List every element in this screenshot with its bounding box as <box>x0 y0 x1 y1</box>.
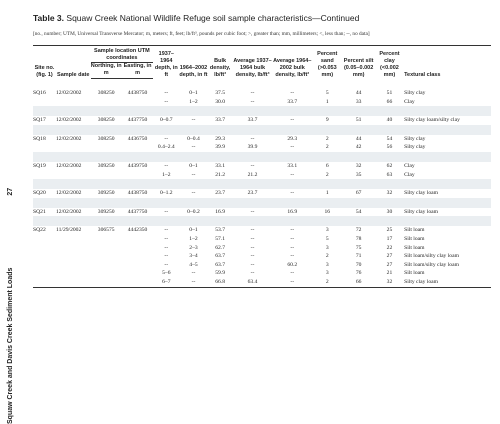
cell-avg1964: -- <box>290 244 295 251</box>
cell-date <box>56 278 91 287</box>
cell-bulk: 66.8 <box>208 278 233 287</box>
table-row <box>33 135 491 144</box>
cell-bulk: 63.7 <box>215 253 226 260</box>
cell-date: 12/02/2002 <box>56 190 82 197</box>
cell-d1937: -- <box>164 227 169 234</box>
cell-east <box>122 171 153 180</box>
cell-sand: 1 <box>325 190 329 197</box>
cell-site: SQ17 <box>33 117 46 124</box>
cell-silt: 72 <box>355 227 362 234</box>
cell-clay: 51 <box>386 90 393 96</box>
cell-sand: 5 <box>325 90 329 96</box>
cell-d1964: 0–0.2 <box>187 208 200 215</box>
cell-avg1964: 29.3 <box>287 135 298 142</box>
table-row <box>33 143 491 152</box>
row-separator <box>33 198 491 208</box>
cell-east <box>122 143 153 152</box>
cell-d1964: 2–3 <box>189 244 198 251</box>
cell-sand: 3 <box>325 244 329 251</box>
cell-north <box>91 244 122 253</box>
cell-north <box>91 261 122 270</box>
cell-avg1964: -- <box>290 117 295 124</box>
cell-d1964: 1–2 <box>189 235 198 242</box>
cell-avg1937: -- <box>250 244 255 251</box>
cell-site: SQ18 <box>33 135 46 142</box>
cell-avg1937: -- <box>250 135 255 142</box>
cell-avg1964: -- <box>290 171 295 178</box>
cell-date <box>56 143 91 152</box>
running-footer-text: Squaw Creek and Davis Creek Sediment Loads <box>7 267 14 424</box>
cell-east <box>122 98 153 107</box>
table-body <box>33 79 491 288</box>
cell-avg1964: -- <box>290 227 295 234</box>
cell-silt: 54 <box>355 208 362 215</box>
cell-date: 11/29/2002 <box>56 227 82 234</box>
header-avg-1937: Average 1937–1964 bulk density, lb/ft³ <box>233 46 273 79</box>
cell-site <box>33 143 56 152</box>
cell-east: 4439750 <box>127 162 148 169</box>
page-number: 27 <box>7 187 14 196</box>
cell-site: SQ19 <box>33 162 46 169</box>
cell-d1937: -- <box>164 162 169 169</box>
cell-sand: 3 <box>325 261 329 268</box>
cell-texture: Silty clay <box>404 90 426 96</box>
header-texture: Textural class <box>404 46 491 79</box>
cell-texture: Clay <box>404 98 415 105</box>
cell-north <box>91 98 122 107</box>
cell-clay: 30 <box>386 208 393 215</box>
cell-sand: 9 <box>325 117 329 124</box>
cell-d1964: 0–1 <box>189 90 198 96</box>
cell-d1937: -- <box>164 244 169 251</box>
cell-north: 309250 <box>97 208 115 215</box>
table-row <box>33 235 491 244</box>
cell-sand: 3 <box>325 270 329 277</box>
cell-bulk: 33.1 <box>215 162 226 169</box>
cell-site <box>33 244 56 253</box>
table-row <box>33 269 491 278</box>
running-footer <box>7 94 19 424</box>
cell-d1937: -- <box>164 235 169 242</box>
cell-clay: 25 <box>386 227 393 234</box>
cell-silt: 67 <box>355 190 362 197</box>
cell-sand: 5 <box>325 235 329 242</box>
cell-d1937: 6–7 <box>153 278 179 287</box>
cell-sand: 2 <box>325 144 329 151</box>
table-row <box>33 98 491 107</box>
cell-silt: 44 <box>355 90 362 96</box>
cell-site: SQ22 <box>33 227 46 234</box>
cell-avg1937: -- <box>250 90 255 96</box>
cell-d1964: -- <box>191 144 196 151</box>
cell-texture: Silty clay loam <box>404 208 438 215</box>
cell-sand: 2 <box>325 135 329 142</box>
cell-clay: 32 <box>386 190 393 197</box>
cell-clay: 63 <box>386 171 393 178</box>
cell-avg1964: 33.7 <box>287 98 298 105</box>
cell-avg1964: -- <box>290 90 295 96</box>
cell-d1964: -- <box>191 190 196 197</box>
cell-north <box>91 143 122 152</box>
header-easting: Easting, in m <box>122 63 153 79</box>
table-row <box>33 171 491 180</box>
cell-avg1937: -- <box>250 270 255 277</box>
header-sample-date: Sample date <box>56 46 91 79</box>
cell-d1964: 3–4 <box>189 253 198 260</box>
table-row <box>33 162 491 171</box>
cell-site <box>33 278 56 287</box>
cell-d1937: 0–1.2 <box>160 190 173 197</box>
cell-east <box>122 235 153 244</box>
cell-silt: 70 <box>355 261 362 268</box>
cell-east: 4442350 <box>127 227 148 234</box>
cell-site: SQ20 <box>33 190 46 197</box>
cell-date <box>56 252 91 261</box>
cell-date: 12/02/2002 <box>56 162 82 169</box>
cell-texture: Silt loam/silty clay loam <box>404 261 459 268</box>
cell-bulk: 59.9 <box>215 270 226 277</box>
cell-silt: 33 <box>355 98 362 105</box>
cell-avg1964: -- <box>272 278 312 287</box>
cell-d1964: -- <box>191 270 196 277</box>
header-utm-group: Sample location UTM coordinates <box>91 46 154 63</box>
cell-texture: Silty clay loam <box>404 190 438 197</box>
cell-avg1937: -- <box>250 208 255 215</box>
cell-d1964: 4–5 <box>189 261 198 268</box>
cell-texture: Clay <box>404 162 415 169</box>
row-separator <box>33 179 491 189</box>
cell-d1937: -- <box>164 135 169 142</box>
cell-clay: 40 <box>386 117 393 124</box>
cell-bulk: 33.7 <box>215 117 226 124</box>
cell-sand: 1 <box>325 98 329 105</box>
cell-sand: 16 <box>324 208 331 215</box>
cell-avg1964: -- <box>290 270 295 277</box>
cell-east: 4436750 <box>127 135 148 142</box>
cell-bulk: 23.7 <box>215 190 226 197</box>
header-silt: Percent silt (0.05–0.002 mm) <box>342 46 374 79</box>
cell-bulk: 21.2 <box>215 171 226 178</box>
cell-texture: Clay <box>404 171 415 178</box>
header-site-no: Site no. (fig. 1) <box>33 46 56 79</box>
cell-bulk: 62.7 <box>215 244 226 251</box>
cell-silt: 71 <box>355 253 362 260</box>
cell-d1937: 5–6 <box>162 270 171 277</box>
cell-sand: 2 <box>312 278 342 287</box>
cell-north: 309250 <box>97 190 115 197</box>
cell-site <box>33 235 56 244</box>
cell-north <box>91 278 122 287</box>
cell-silt: 42 <box>355 144 362 151</box>
cell-silt: 51 <box>355 117 362 124</box>
cell-date <box>56 261 91 270</box>
cell-north <box>91 252 122 261</box>
cell-clay: 66 <box>386 98 393 105</box>
header-depth-1937: 1937–1964 depth, in ft <box>153 46 179 79</box>
cell-site <box>33 171 56 180</box>
table-label: Table 3. <box>33 13 65 23</box>
soil-sample-table <box>33 45 491 288</box>
table-row <box>33 244 491 253</box>
cell-clay: 32 <box>375 278 404 287</box>
cell-d1937: -- <box>164 208 169 215</box>
cell-east: 4438750 <box>127 90 148 96</box>
cell-site <box>33 98 56 107</box>
cell-site: SQ21 <box>33 208 46 215</box>
header-avg-1964: Average 1964–2002 bulk density, lb/ft³ <box>272 46 312 79</box>
cell-clay: 17 <box>386 235 393 242</box>
cell-texture: Silty clay loam/silty clay <box>404 117 460 124</box>
cell-texture: Silt loam <box>404 235 425 242</box>
cell-avg1964: -- <box>290 144 295 151</box>
cell-east <box>122 244 153 253</box>
table-row <box>33 116 491 125</box>
cell-d1964: -- <box>191 171 196 178</box>
cell-avg1937: -- <box>250 235 255 242</box>
cell-silt: 35 <box>355 171 362 178</box>
table-row <box>33 252 491 261</box>
table-row <box>33 278 491 287</box>
row-separator <box>33 125 491 135</box>
cell-north <box>91 235 122 244</box>
cell-site <box>33 261 56 270</box>
cell-clay: 27 <box>386 261 393 268</box>
cell-avg1937: 63.4 <box>233 278 273 287</box>
cell-east <box>122 252 153 261</box>
table-title <box>33 13 493 23</box>
row-spacer <box>33 79 491 90</box>
header-bulk-density: Bulk density, lb/ft³ <box>208 46 233 79</box>
cell-d1964: 0–0.4 <box>187 135 200 142</box>
cell-date <box>56 171 91 180</box>
cell-east: 4437750 <box>127 208 148 215</box>
cell-d1964: 1–2 <box>189 98 198 105</box>
cell-avg1964: -- <box>290 253 295 260</box>
cell-d1937: 0–0.7 <box>160 117 173 124</box>
cell-avg1964: 16.9 <box>287 208 298 215</box>
cell-texture: Silt loam <box>404 270 425 277</box>
cell-d1964: -- <box>191 117 196 124</box>
cell-sand: 2 <box>325 253 329 260</box>
header-sand: Percent sand (>0.053 mm) <box>312 46 342 79</box>
cell-clay: 62 <box>386 162 393 169</box>
cell-date: 12/02/2002 <box>56 208 82 215</box>
cell-north: 306575 <box>97 227 115 234</box>
cell-d1937: -- <box>164 98 169 105</box>
cell-date: 12/02/2002 <box>56 117 82 124</box>
cell-avg1937: 33.7 <box>247 117 258 124</box>
cell-clay: 54 <box>386 135 393 142</box>
cell-date <box>56 98 91 107</box>
table-row <box>33 208 491 217</box>
cell-bulk: 16.9 <box>215 208 226 215</box>
table-row <box>33 261 491 270</box>
cell-silt: 78 <box>355 235 362 242</box>
table-notes: [no., number; UTM, Universal Transverse Mercator; m, meters; ft, feet; lb/ft³, pounds per cubic foot; >, greater than; mm, millimeters; <, less than; --, no data] <box>33 31 370 37</box>
cell-east <box>122 278 153 287</box>
header-depth-1964: 1964–2002 depth, in ft <box>179 46 207 79</box>
cell-north: 308250 <box>97 117 115 124</box>
cell-date: 12/02/2002 <box>56 90 82 96</box>
table-row <box>33 189 491 198</box>
cell-date <box>56 235 91 244</box>
cell-date <box>56 269 91 278</box>
table-row <box>33 226 491 235</box>
cell-texture: Silt loam <box>404 244 425 251</box>
cell-d1964: 0–1 <box>189 227 198 234</box>
cell-sand: 6 <box>325 162 329 169</box>
cell-north: 309250 <box>97 162 115 169</box>
table-caption: Squaw Creek National Wildlife Refuge soil sample characteristics—Continued <box>66 13 360 23</box>
cell-site: SQ16 <box>33 90 46 96</box>
cell-d1937: -- <box>164 90 169 96</box>
cell-bulk: 39.9 <box>215 144 226 151</box>
cell-date: 12/02/2002 <box>56 135 82 142</box>
cell-clay: 27 <box>386 253 393 260</box>
cell-bulk: 57.1 <box>215 235 226 242</box>
cell-texture: Silty clay <box>404 135 426 142</box>
cell-d1964: 0–1 <box>189 162 198 169</box>
cell-avg1937: -- <box>250 227 255 234</box>
cell-silt: 32 <box>355 162 362 169</box>
cell-d1937: -- <box>164 261 169 268</box>
cell-site <box>33 269 56 278</box>
cell-sand: 3 <box>325 227 329 234</box>
row-separator <box>33 216 491 226</box>
cell-east <box>122 261 153 270</box>
cell-bulk: 63.7 <box>215 261 226 268</box>
cell-d1937: 0.4–2.4 <box>157 144 175 151</box>
cell-avg1964: 60.2 <box>287 261 298 268</box>
cell-texture: Silty clay <box>404 144 426 151</box>
cell-avg1937: 21.2 <box>247 171 258 178</box>
cell-bulk: 29.3 <box>215 135 226 142</box>
cell-site <box>33 252 56 261</box>
cell-silt: 44 <box>355 135 362 142</box>
cell-sand: 2 <box>325 171 329 178</box>
cell-texture: Silt loam <box>404 227 425 234</box>
cell-texture: Silt loam/silty clay loam <box>404 253 459 260</box>
cell-bulk: 30.0 <box>215 98 226 105</box>
cell-east: 4438750 <box>127 190 148 197</box>
cell-north: 308250 <box>97 135 115 142</box>
cell-texture: Silty clay loam <box>404 278 491 287</box>
cell-north <box>91 171 122 180</box>
cell-date <box>56 244 91 253</box>
cell-bulk: 53.7 <box>215 227 226 234</box>
cell-east: 4437750 <box>127 117 148 124</box>
cell-clay: 22 <box>386 244 393 251</box>
cell-d1937: -- <box>164 253 169 260</box>
cell-avg1937: -- <box>250 261 255 268</box>
cell-north: 308250 <box>97 90 115 96</box>
cell-avg1964: 33.1 <box>287 162 298 169</box>
cell-avg1937: -- <box>250 162 255 169</box>
cell-east <box>122 269 153 278</box>
header-northing: Northing, in m <box>91 63 122 79</box>
cell-silt: 66 <box>342 278 374 287</box>
cell-clay: 56 <box>386 144 393 151</box>
row-separator <box>33 106 491 116</box>
cell-avg1937: -- <box>250 98 255 105</box>
cell-silt: 75 <box>355 244 362 251</box>
cell-silt: 76 <box>355 270 362 277</box>
cell-clay: 21 <box>386 270 393 277</box>
cell-avg1964: -- <box>290 235 295 242</box>
cell-avg1937: -- <box>250 253 255 260</box>
row-separator <box>33 152 491 162</box>
cell-avg1937: 23.7 <box>247 190 258 197</box>
cell-avg1937: 39.9 <box>247 144 258 151</box>
header-clay: Percent clay (<0.002 mm) <box>375 46 404 79</box>
cell-north <box>91 269 122 278</box>
cell-d1964: -- <box>179 278 207 287</box>
cell-d1937: 1–2 <box>162 171 171 178</box>
table-row <box>33 89 491 98</box>
cell-bulk: 37.5 <box>215 90 226 96</box>
cell-avg1964: -- <box>290 190 295 197</box>
